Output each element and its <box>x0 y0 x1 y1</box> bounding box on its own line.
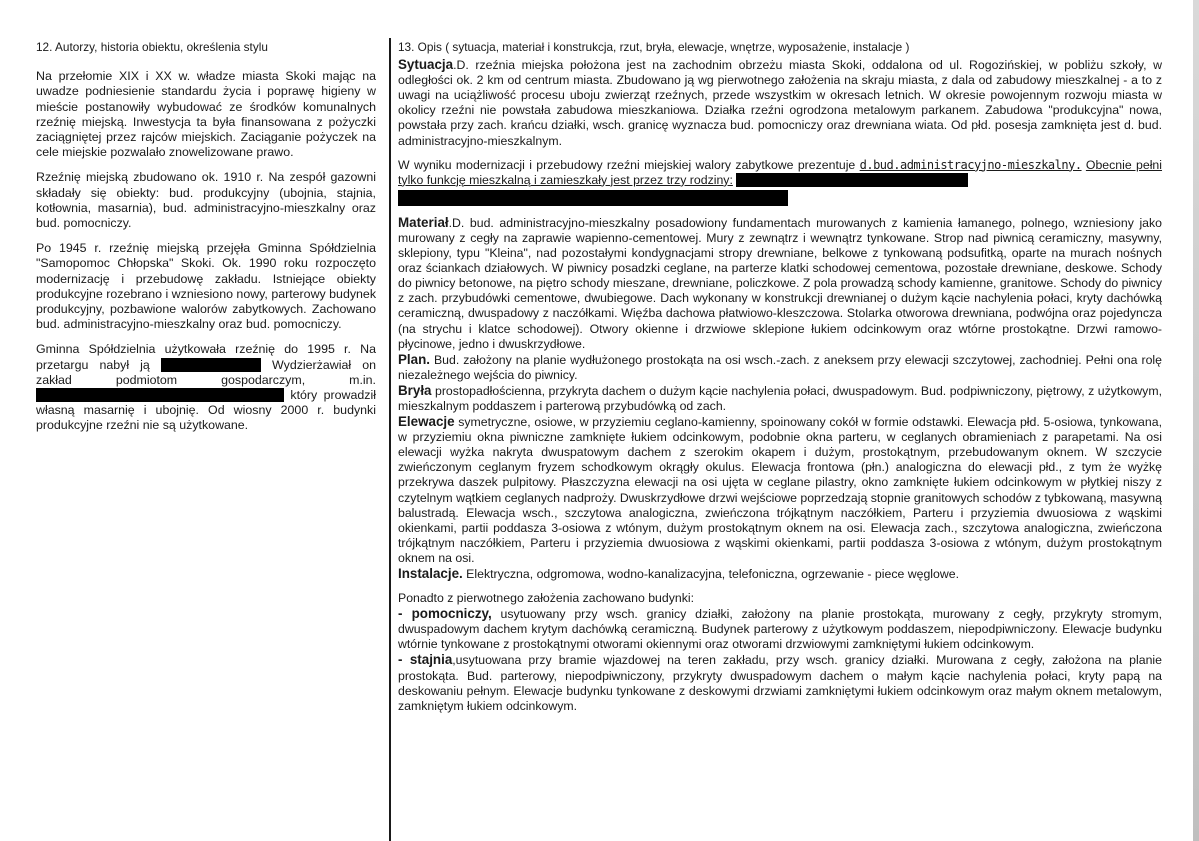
history-p4-part-b: Wydzierżawiał on zakład podmiotom gospodarczym, m.in. <box>36 357 376 387</box>
elewacje-lead: Elewacje <box>398 414 455 430</box>
plan-lead: Plan. <box>398 351 430 367</box>
sytuacja-paragraph <box>398 57 1162 149</box>
modernizacja-text-b: Obecnie pełni tylko funkcję mieszkalną i zamieszkały jest przez trzy rodziny: <box>398 157 1163 187</box>
history-paragraph-1: Na przełomie XIX i XX w. władze miasta Skoki mając na uwadze podniesienie standardu życia i poprawę higieny w mieście postanowiły wybudować ze środków komunalnych rzeźnię miejską. Inwestycja ta była finansowana z pożyczki zaciągniętej przez rajców miejskich. Zaciąganie pożyczek na cele miejskie pozwalało znowelizowane prawo. <box>36 69 376 160</box>
history-p4-part-c: który prowadził własną masarnię i ubojnię. Od wiosny 2000 r. budynki produkcyjne rzeźni nie są użytkowane. <box>36 388 376 433</box>
elewacje-text: symetryczne, osiowe, w przyziemiu ceglano-kamienny, spoinowany cokół w formie odstawki. Elewacja płd. 5-osiowa, tynkowana, w przyziemiu okna piwniczne zamknięte łukiem odcinkowym, podobnie okna parteru, w ceglanych obramieniach z parapetami. Na osi elewacji wyżka nakryta dwuspatowym dachem z szerokim okapem i dużym, prostokątnym, przebudowanym oknem. W szczycie zwieńczonym ceglanym fryzem schodkowym okrągły okulus. Elewacja frontowa (płn.) analogiczna do elewacji płd., z tym że wyżkę przekrywa daszek pulpitowy. Płaszczyzna elewacji na osi ujęta w ceglane pilastry, okno zamknięte łukiem odcinkowym w płytkiej niszy z czytelnym wątkiem ceglanych nadproży. Dwuskrzydłowe drzwi wejściowe poprzedzają stopnie granitowych schodów z tybkowaną, masywną balustradą. Elewacja wsch., szczytowa analogiczna, zwieńczona trójkątnym naczółkiem, Parteru i przyziemia dwuosiowa z wąskimi okienkami, partii poddasza 3-osiowa z wtónym, dużym prostokątnym oknem na osi. Elewacja zach., szczytowa analogiczna, zwieńczona trójkątnym naczółkiem, Parteru i przyziemia dwuosiowa z wąskimi okienkami, partii poddasza 3-osiowa z wtónym, dużym prostokątnym oknem na osi. <box>398 415 1162 565</box>
sytuacja-text: .D. rzeźnia miejska położona jest na zachodnim obrzeżu miasta Skoki, oddalona od ul. Rogozińskiej, w pobliżu szkoły, w odległości ok. 2 km od centrum miasta. Zbudowano ją wg pierwotnego założenia na skraju miasta, z dala od zabudowy mieszkalnej - a to z uwagi na uciążliwość procesu uboju zwierząt rzeźnych, przede wszystkim w okresach letnich. W okresie powojennym rozwoju miasta w okolicy rzeźni nie powstała zabudowa mieszkaniowa. Działka rzeźni ogrodzona metalowym parkanem. Zabudowa "produkcyjna" nowa, powstała przy zach. krańcu działki, wsch. granicę wyznacza bud. pomocniczy oraz drewniana wiata. Od płd. posesja zamknięta jest d. bud. administracyjno-mieszkalnym. <box>398 58 1162 148</box>
plan-paragraph <box>398 352 1162 383</box>
handwritten-insert: d.bud.administracyjno-mieszkalny. <box>859 157 1082 172</box>
redacted-name-2 <box>36 388 284 402</box>
history-paragraph-2: Rzeźnię miejską zbudowano ok. 1910 r. Na zespół gazowni składały się obiekty: bud. produkcyjny (ubojnia, stajnia, kotłownia, masarnia), bud. administracyjno-mieszkalny oraz bud. pomocniczy. <box>36 170 376 231</box>
material-paragraph <box>398 215 1162 352</box>
instalacje-paragraph <box>398 566 1162 582</box>
left-column <box>36 40 376 444</box>
scan-edge <box>1193 0 1199 841</box>
material-lead: Materiał <box>398 214 449 230</box>
modernizacja-text-a: W wyniku modernizacji i przebudowy rzeźni miejskiej walory zabytkowe prezentuje <box>398 157 856 172</box>
right-column <box>398 40 1162 714</box>
plan-text: Bud. założony na planie wydłużonego prostokąta na osi wsch.-zach. z aneksem przy elewacji szczytowej, zachodniej. Pełni ona rolę niezależnego wejścia do piwnicy. <box>398 352 1162 382</box>
pomocniczy-text: usytuowany przy wsch. granicy działki, założony na planie prostokąta, murowany z cegły, przykryty stromym, dwuspadowym dachem krytym dachówką ceramiczną. Budynek parterowy z użytkowym poddaszem, niepodpiwniczony. Elewacje budynku wtórnie tynkowane z prostokątnymi otworami okiennymi oraz otworami drzwiowymi zamkniętymi łukiem odcinkowym. <box>398 607 1162 652</box>
redacted-residents-2 <box>398 190 788 206</box>
sytuacja-lead: Sytuacja <box>398 57 454 73</box>
stajnia-lead: - stajnia <box>398 652 453 668</box>
pomocniczy-lead: - pomocniczy, <box>398 606 492 622</box>
stajnia-paragraph <box>398 652 1162 713</box>
ponadto-line: Ponadto z pierwotnego założenia zachowano budynki: <box>398 591 695 606</box>
history-paragraph-3: Po 1945 r. rzeźnię miejską przejęła Gminna Spółdzielnia "Samopomoc Chłopska" Skoki. Ok. 1990 roku rozpoczęto modernizację i przebudowę zakładu. Istniejące obiekty produkcyjne rozebrano i wzniesiono nowy, parterowy budynek produkcyjny, pozbawione walorów zabytkowych. Zachowano bud. administracyjno-mieszkalny oraz bud. pomocniczy. <box>36 241 377 332</box>
history-paragraph-4 <box>36 342 376 433</box>
modernizacja-paragraph <box>398 158 1162 206</box>
history-p4-part-a: Gminna Spółdzielnia użytkowała rzeźnię do 1995 r. Na przetargu nabył ją <box>36 342 376 372</box>
redacted-name-1 <box>161 358 261 372</box>
bryla-text: prostopadłościenna, przykryta dachem o dużym kącie nachylenia połaci, dwuspadowym. Bud. podpiwniczony, piętrowy, z użytkowym, mieszkalnym poddaszem i parterową przybudówką od zach. <box>398 383 1162 413</box>
bryla-lead: Bryła <box>398 382 432 398</box>
bryla-paragraph <box>398 383 1162 414</box>
pomocniczy-paragraph <box>398 606 1162 652</box>
stajnia-text: ,usytuowana przy bramie wjazdowej na teren zakładu, przy wsch. granicy działki. Murowana z cegły, założona na planie prostokąta. Bud. parterowy, niepodpiwniczony, przykryty dwuspadowym dachem o małym kącie nachylenia połaci, kryty papą na deskowaniu pełnym. Elewacje budynku tynkowane z deskowymi drzwiami zamkniętymi łukiem odcinkowym oraz małym oknem metalowym, zamkniętym łukiem odcinkowym. <box>398 653 1162 713</box>
column-divider <box>389 38 391 841</box>
instalacje-lead: Instalacje. <box>398 566 463 581</box>
elewacje-paragraph <box>398 414 1162 566</box>
material-text: .D. bud. administracyjno-mieszkalny posadowiony fundamentach murowanych z kamienia łamanego, polnego, wzniesiony jako murowany z cegły na zaprawie wapienno-cementowej. Mury z zewnątrz i wewnątrz tynkowane. Strop nad piwnicą ceramiczny, masywny, sklepiony, typu "Kleina", nad pozostałymi kondygnacjami stropy drewniane, belkowe z tynkowaną podsufitką, oparte na murach nośnych oraz ściankach działowych. W piwnicy posadzki ceglane, na parterze klatki schodowej cementowa, pozostałe drewniane, deskowe. Schody do piwnicy betonowe, na piętro schody mieszane, drewniane, policzkowe. Z pola prowadzą schody kamienne, granitowe. Schody do piwnicy z zach. przybudówki cementowe, dwubiegowe. Dach wykonany w konstrukcji drewnianej o dużym kącie nachylenia połaci, kryty dachówką ceramiczną, dwuspadowy z naczółkami. Więźba dachowa płatwiowo-kleszczowa. Stolarka otworowa drewniana, podwójna oraz pojedyncza (na strychu i klatce schodowej). Otwory okienne i drzwiowe sklepione łukiem odcinkowym oraz wtórne prostokątne. Drzwi ramowo-płycinowe, jedno i dwuskrzydłowe. <box>398 215 1162 351</box>
section-12-heading: 12. Autorzy, historia obiektu, określenia stylu <box>36 40 268 54</box>
instalacje-text: Elektryczna, odgromowa, wodno-kanalizacyjna, telefoniczna, ogrzewanie - piece węglowe. <box>462 567 960 581</box>
redacted-residents-1 <box>736 173 968 187</box>
section-13-heading: 13. Opis ( sytuacja, materiał i konstrukcja, rzut, bryła, elewacje, wnętrze, wyposażenie, instalacje ) <box>398 40 910 54</box>
